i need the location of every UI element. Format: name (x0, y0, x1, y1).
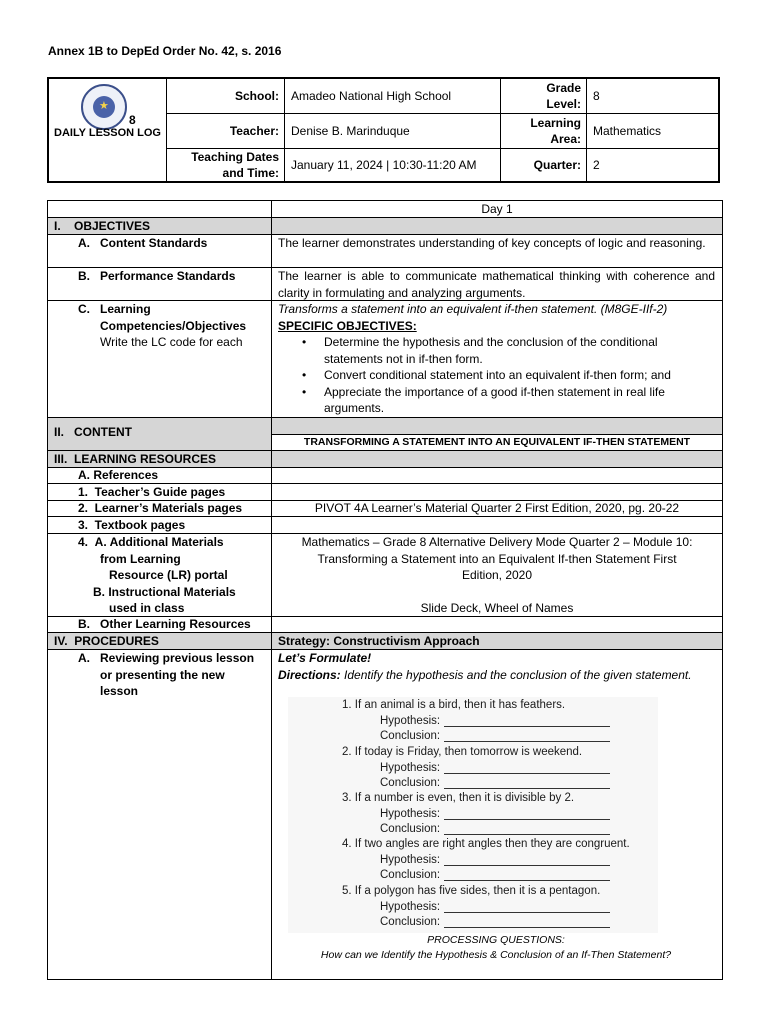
conclusion-5 (380, 916, 610, 928)
logo-grade-number: 8 (129, 113, 136, 127)
strategy-label: Strategy: Constructivism Approach (278, 634, 480, 648)
table-row (48, 517, 722, 534)
instructional-materials-line2: used in class (109, 601, 185, 615)
conclusion-label: Conclusion: (380, 823, 441, 835)
lc-label-line3: Write the LC code for each (100, 335, 243, 349)
slide-deck-value: Slide Deck, Wheel of Names (420, 601, 574, 615)
answer-blank[interactable] (444, 854, 610, 866)
hypothesis-5 (380, 901, 610, 913)
learning-area-label (501, 114, 586, 148)
table-row (48, 534, 722, 617)
table-row (48, 301, 722, 418)
learning-area-value: Mathematics (593, 124, 662, 138)
table-row (48, 451, 722, 468)
instructional-materials-line1: B. Instructional Materials (93, 584, 236, 599)
list-item: • Determine the hypothesis and the conclusion of the conditional statements not in if-then form. (272, 334, 702, 367)
question-5: 5. If a polygon has five sides, then it is a pentagon. (342, 885, 601, 897)
list-item: • Appreciate the importance of a good if-then statement in real life arguments. (272, 384, 702, 417)
procedures-label: IV. PROCEDURES (48, 633, 272, 649)
school-label: School: (235, 89, 279, 103)
area-label-line2: Area: (550, 132, 581, 146)
conclusion-label: Conclusion: (380, 916, 441, 928)
content-standards-value: The learner demonstrates understanding of key concepts of logic and reasoning. (278, 236, 706, 250)
textbook-pages-label: 3. Textbook pages (78, 518, 186, 532)
daily-lesson-log-title: DAILY LESSON LOG (54, 127, 161, 139)
table-row (48, 633, 722, 650)
header-table (47, 77, 720, 183)
module-line3: Edition, 2020 (461, 568, 533, 582)
teacher-label: Teacher: (229, 124, 279, 138)
review-label-line3: lesson (100, 684, 139, 698)
dates-label-line2: and Time: (222, 166, 279, 180)
specific-objectives-heading: SPECIFIC OBJECTIVES: (278, 318, 417, 333)
lc-competency: Transforms a statement into an equivalent if-then statement. (M8GE-IIf-2) (278, 302, 668, 316)
hypothesis-label: Hypothesis: (380, 901, 441, 913)
answer-blank[interactable] (444, 777, 610, 789)
area-label-line1: Learning (530, 116, 581, 130)
hypothesis-4 (380, 854, 610, 866)
directions-body: Identify the hypothesis and the conclusion of the given statement. (340, 667, 692, 682)
learners-materials-value: PIVOT 4A Learner’s Material Quarter 2 First Edition, 2020, pg. 20-22 (314, 501, 680, 515)
directions-label: Directions: (278, 667, 341, 682)
teaching-dates-label (166, 149, 284, 181)
table-row (48, 617, 722, 633)
grade-level-label (501, 79, 586, 113)
teachers-guide-label: 1. Teacher’s Guide pages (78, 485, 226, 499)
answer-blank[interactable] (444, 762, 610, 774)
conclusion-label: Conclusion: (380, 777, 441, 789)
performance-standards-label: B. Performance Standards (78, 269, 236, 283)
hypothesis-label: Hypothesis: (380, 762, 441, 774)
additional-materials-line2: from Learning (100, 551, 181, 566)
processing-question: How can we Identify the Hypothesis & Conclusion of an If-Then Statement? (320, 949, 672, 961)
grade-label-line1: Grade (546, 81, 581, 95)
review-label-line2: or presenting the new (100, 667, 225, 682)
content-label: II. CONTENT (54, 425, 132, 439)
answer-blank[interactable] (444, 901, 610, 913)
table-row (48, 501, 722, 517)
conclusion-label: Conclusion: (380, 869, 441, 881)
processing-questions-heading: PROCESSING QUESTIONS: (427, 934, 565, 946)
references-label: A. References (78, 468, 159, 482)
logo-cell (49, 79, 167, 181)
answer-blank[interactable] (444, 730, 610, 742)
answer-blank[interactable] (444, 869, 610, 881)
review-label-line1: A. Reviewing previous lesson (78, 651, 255, 665)
teaching-dates-value: January 11, 2024 | 10:30-11:20 AM (291, 158, 477, 172)
day-header: Day 1 (481, 202, 513, 216)
objectives-label: I. OBJECTIVES (48, 218, 272, 234)
hypothesis-label: Hypothesis: (380, 808, 441, 820)
learners-materials-label: 2. Learner’s Materials pages (78, 501, 243, 515)
table-row (48, 218, 722, 235)
conclusion-1 (380, 730, 610, 742)
worksheet-exercise (288, 697, 658, 933)
additional-materials-line3: Resource (LR) portal (109, 568, 228, 582)
quarter-value: 2 (593, 158, 600, 172)
question-4: 4. If two angles are right angles then they are congruent. (342, 838, 630, 850)
table-row (48, 468, 722, 484)
question-1: 1. If an animal is a bird, then it has feathers. (342, 699, 566, 711)
table-row (48, 418, 722, 451)
content-standards-label: A. Content Standards (78, 236, 208, 250)
grade-label-line2: Level: (546, 97, 581, 111)
hypothesis-2 (380, 762, 610, 774)
hypothesis-3 (380, 808, 610, 820)
question-3: 3. If a number is even, then it is divisible by 2. (342, 792, 575, 804)
answer-blank[interactable] (444, 916, 610, 928)
content-value: TRANSFORMING A STATEMENT INTO AN EQUIVALENT IF-THEN STATEMENT (303, 436, 691, 448)
dates-label-line1: Teaching Dates (191, 150, 279, 164)
hypothesis-label: Hypothesis: (380, 854, 441, 866)
additional-materials-line1: 4. A. Additional Materials (78, 535, 224, 549)
deped-seal-icon: ★ (81, 84, 127, 130)
grade-value: 8 (593, 89, 600, 103)
teacher-value: Denise B. Marinduque (291, 124, 410, 138)
hypothesis-1 (380, 715, 610, 727)
hypothesis-label: Hypothesis: (380, 715, 441, 727)
module-line1: Mathematics – Grade 8 Alternative Delivery Mode Quarter 2 – Module 10: (301, 535, 693, 549)
table-row (48, 484, 722, 501)
specific-objectives-list (272, 334, 702, 417)
lets-formulate-heading: Let’s Formulate! (278, 651, 372, 665)
performance-standards-value: The learner is able to communicate mathematical thinking with coherence and clarity in formulating and analyzing arguments. (278, 269, 715, 300)
conclusion-label: Conclusion: (380, 730, 441, 742)
lc-label-line1: C. Learning (78, 302, 151, 316)
table-row (48, 268, 722, 301)
conclusion-3 (380, 823, 610, 835)
table-row (48, 235, 722, 268)
other-resources-label: B. Other Learning Resources (78, 617, 251, 631)
answer-blank[interactable] (444, 823, 610, 835)
question-2: 2. If today is Friday, then tomorrow is weekend. (342, 746, 583, 758)
quarter-label: Quarter: (533, 158, 581, 172)
list-item: • Convert conditional statement into an equivalent if-then form; and (272, 367, 702, 384)
directions-text (278, 667, 715, 684)
conclusion-2 (380, 777, 610, 789)
answer-blank[interactable] (444, 808, 610, 820)
conclusion-4 (380, 869, 610, 881)
learning-resources-label: III. LEARNING RESOURCES (48, 451, 272, 467)
lc-label-line2: Competencies/Objectives (100, 318, 247, 333)
answer-blank[interactable] (444, 715, 610, 727)
table-row (48, 201, 722, 218)
annex-title: Annex 1B to DepEd Order No. 42, s. 2016 (48, 44, 282, 58)
school-value: Amadeo National High School (291, 89, 452, 103)
module-line2: Transforming a Statement into an Equivalent If-then Statement First (317, 551, 677, 566)
